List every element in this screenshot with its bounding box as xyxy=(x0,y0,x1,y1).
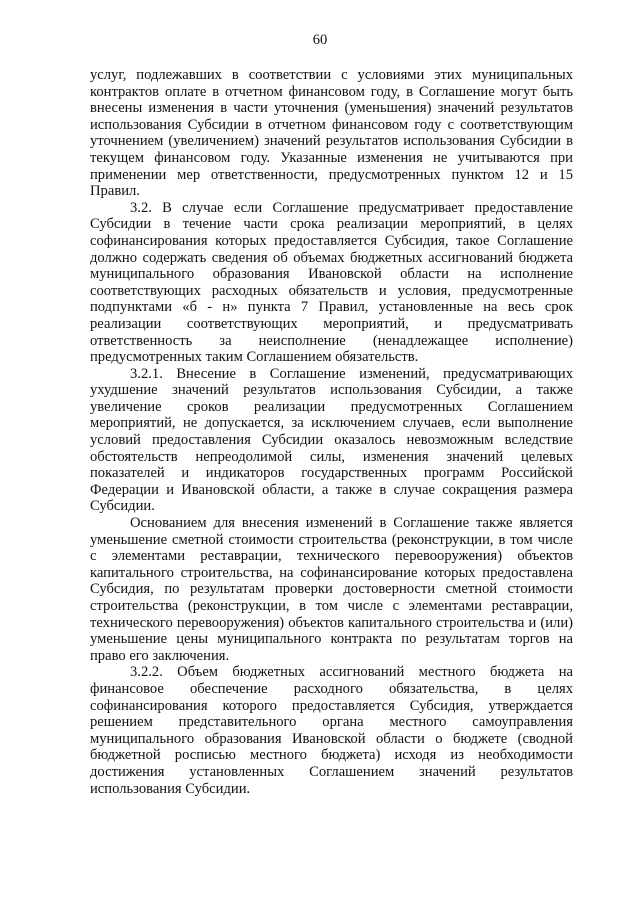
paragraph-3-2: 3.2. В случае если Соглашение предусматривает предоставление Субсидии в течение части срока реализации мероприятий, в целях софинансирования которых предоставляется Субсидия, такое Соглашение должно содержать сведения об объемах бюджетных ассигнований бюджета муниципального образования Ивановской области на исполнение соответствующих расходных обязательств и условия, предусмотренные подпунктами «б - н» пункта 7 Правил, установленные на весь срок реализации соответствующих мероприятий, и предусматривать ответственность за неисполнение (ненадлежащее исполнение) предусмотренных таким Соглашением обязательств. xyxy=(90,199,573,366)
paragraph-3-2-1: 3.2.1. Внесение в Соглашение изменений, предусматривающих ухудшение значений результатов использования Субсидии, а также увеличение сроков реализации предусмотренных Соглашением мероприятий, не допускается, за исключением случаев, если выполнение условий предоставления Субсидии оказалось невозможным вследствие обстоятельств непреодолимой силы, изменения значений целевых показателей и индикаторов государственных программ Российской Федерации и Ивановской области, а также в случае сокращения размера Субсидии. xyxy=(90,365,573,515)
paragraph-3-2-2: 3.2.2. Объем бюджетных ассигнований местного бюджета на финансовое обеспечение расходного обязательства, в целях софинансирования которого предоставляется Субсидия, утверждается решением представительного органа местного самоуправления муниципального образования Ивановской области о бюджете (сводной бюджетной росписью местного бюджета) исходя из необходимости достижения установленных Соглашением значений результатов использования Субсидии. xyxy=(90,664,573,797)
paragraph-continuation: услуг, подлежавших в соответствии с условиями этих муниципальных контрактов оплате в отчетном финансовом году, в Соглашение могут быть внесены изменения в части уточнения (уменьшения) значений результатов использования Субсидии в отчетном финансовом году с соответствующим уточнением (увеличением) значений результатов использования Субсидии в текущем финансовом году. Указанные изменения не учитываются при применении мер ответственности, предусмотренных пунктом 12 и 15 Правил. xyxy=(90,67,573,200)
paragraph-basis-for-changes: Основанием для внесения изменений в Соглашение также является уменьшение сметной стоимости строительства (реконструкции, в том числе с элементами реставрации, технического перевооружения) объектов капитального строительства, на софинансирование которых предоставлена Субсидия, по результатам проверки достоверности сметной стоимости строительства (реконструкции, в том числе с элементами реставрации, технического перевооружения) объектов капитального строительства и (или) уменьшение цены муниципального контракта по результатам торгов на право его заключения. xyxy=(90,515,573,664)
page-number: 60 xyxy=(312,32,328,48)
document-body xyxy=(90,67,573,797)
